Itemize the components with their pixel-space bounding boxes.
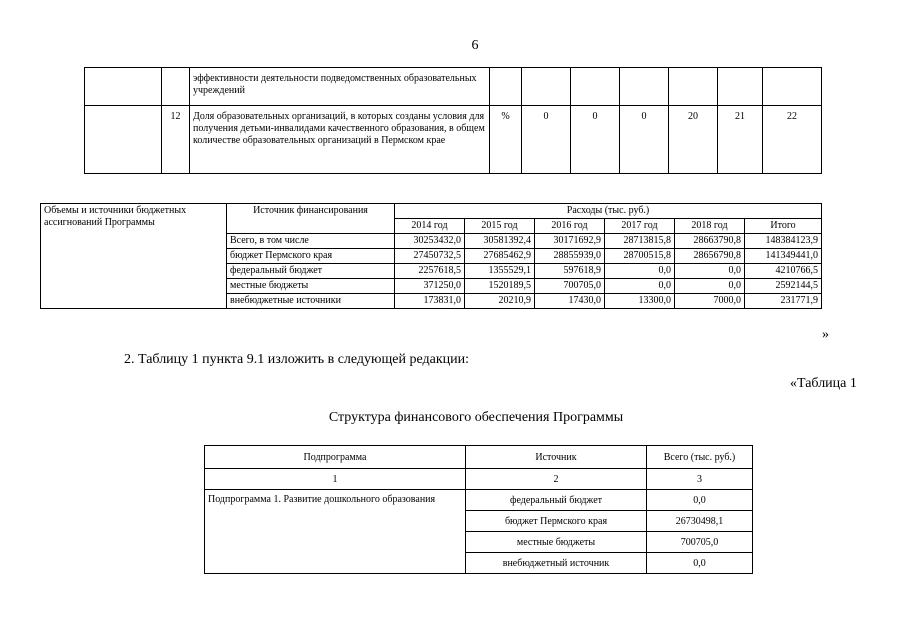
structure-table bbox=[204, 445, 753, 574]
value-cell: 2257618,5 bbox=[395, 264, 465, 279]
value-cell: 13300,0 bbox=[605, 294, 675, 309]
table-caption: «Таблица 1 bbox=[790, 376, 857, 391]
indicator-index: 12 bbox=[162, 106, 190, 174]
table-row bbox=[41, 204, 822, 219]
value-cell: 0,0 bbox=[605, 264, 675, 279]
indicator-continued-text: эффективности деятельности подведомственных образовательных учреждений bbox=[190, 68, 490, 106]
source-cell: внебюджетный источник bbox=[466, 553, 647, 574]
source-cell: федеральный бюджет bbox=[227, 264, 395, 279]
source-cell: федеральный бюджет bbox=[466, 490, 647, 511]
subprogram-name: Подпрограмма 1. Развитие дошкольного образования bbox=[205, 490, 466, 574]
value-cell: 27450732,5 bbox=[395, 249, 465, 264]
table-row bbox=[85, 106, 822, 174]
indicator-unit: % bbox=[490, 106, 522, 174]
indicator-value: 20 bbox=[669, 106, 718, 174]
year-header: 2014 год bbox=[395, 219, 465, 234]
source-cell: бюджет Пермского края bbox=[227, 249, 395, 264]
column-number: 2 bbox=[466, 469, 647, 490]
value-cell: 4210766,5 bbox=[745, 264, 822, 279]
budget-table bbox=[40, 203, 822, 309]
source-cell: местные бюджеты bbox=[227, 279, 395, 294]
indicator-text: Доля образовательных организаций, в которых созданы условия для получения детьми-инвалидами качественного образования, в общем количестве образовательных организаций в Пермском крае bbox=[190, 106, 490, 174]
source-header: Источник финансирования bbox=[227, 204, 395, 234]
total-cell: 0,0 bbox=[647, 490, 753, 511]
closing-quote: » bbox=[822, 327, 829, 342]
year-header: 2015 год bbox=[465, 219, 535, 234]
value-cell: 371250,0 bbox=[395, 279, 465, 294]
year-header: 2018 год bbox=[675, 219, 745, 234]
indicator-value: 22 bbox=[763, 106, 822, 174]
indicator-value: 0 bbox=[522, 106, 571, 174]
year-header: 2016 год bbox=[535, 219, 605, 234]
value-cell: 1520189,5 bbox=[465, 279, 535, 294]
table-row bbox=[205, 469, 753, 490]
instruction-text: 2. Таблицу 1 пункта 9.1 изложить в следующей редакции: bbox=[124, 352, 470, 367]
value-cell: 28656790,8 bbox=[675, 249, 745, 264]
table-row bbox=[85, 68, 822, 106]
value-cell: 0,0 bbox=[675, 279, 745, 294]
table-row bbox=[205, 490, 753, 511]
table-row bbox=[205, 446, 753, 469]
indicators-table bbox=[84, 67, 822, 174]
total-cell: 700705,0 bbox=[647, 532, 753, 553]
value-cell: 0,0 bbox=[605, 279, 675, 294]
value-cell: 30171692,9 bbox=[535, 234, 605, 249]
expense-header: Расходы (тыс. руб.) bbox=[395, 204, 822, 219]
value-cell: 28855939,0 bbox=[535, 249, 605, 264]
source-cell: бюджет Пермского края bbox=[466, 511, 647, 532]
value-cell: 173831,0 bbox=[395, 294, 465, 309]
value-cell: 27685462,9 bbox=[465, 249, 535, 264]
value-cell: 28700515,8 bbox=[605, 249, 675, 264]
total-cell: 0,0 bbox=[647, 553, 753, 574]
value-cell: 7000,0 bbox=[675, 294, 745, 309]
year-header: 2017 год bbox=[605, 219, 675, 234]
value-cell: 30581392,4 bbox=[465, 234, 535, 249]
value-cell: 30253432,0 bbox=[395, 234, 465, 249]
table-title: Структура финансового обеспечения Программы bbox=[328, 410, 624, 425]
indicator-value: 0 bbox=[571, 106, 620, 174]
column-number: 1 bbox=[205, 469, 466, 490]
column-header: Всего (тыс. руб.) bbox=[647, 446, 753, 469]
value-cell: 20210,9 bbox=[465, 294, 535, 309]
value-cell: 597618,9 bbox=[535, 264, 605, 279]
value-cell: 231771,9 bbox=[745, 294, 822, 309]
value-cell: 0,0 bbox=[675, 264, 745, 279]
column-header: Подпрограмма bbox=[205, 446, 466, 469]
page-number: 6 bbox=[471, 38, 479, 53]
value-cell: 17430,0 bbox=[535, 294, 605, 309]
value-cell: 1355529,1 bbox=[465, 264, 535, 279]
source-cell: Всего, в том числе bbox=[227, 234, 395, 249]
value-cell: 700705,0 bbox=[535, 279, 605, 294]
value-cell: 148384123,9 bbox=[745, 234, 822, 249]
value-cell: 28713815,8 bbox=[605, 234, 675, 249]
source-cell: местные бюджеты bbox=[466, 532, 647, 553]
total-cell: 26730498,1 bbox=[647, 511, 753, 532]
budget-label: Объемы и источники бюджетных ассигнований Программы bbox=[41, 204, 227, 309]
value-cell: 2592144,5 bbox=[745, 279, 822, 294]
column-header: Источник bbox=[466, 446, 647, 469]
total-header: Итого bbox=[745, 219, 822, 234]
indicator-value: 0 bbox=[620, 106, 669, 174]
column-number: 3 bbox=[647, 469, 753, 490]
value-cell: 141349441,0 bbox=[745, 249, 822, 264]
value-cell: 28663790,8 bbox=[675, 234, 745, 249]
indicator-value: 21 bbox=[718, 106, 763, 174]
source-cell: внебюджетные источники bbox=[227, 294, 395, 309]
